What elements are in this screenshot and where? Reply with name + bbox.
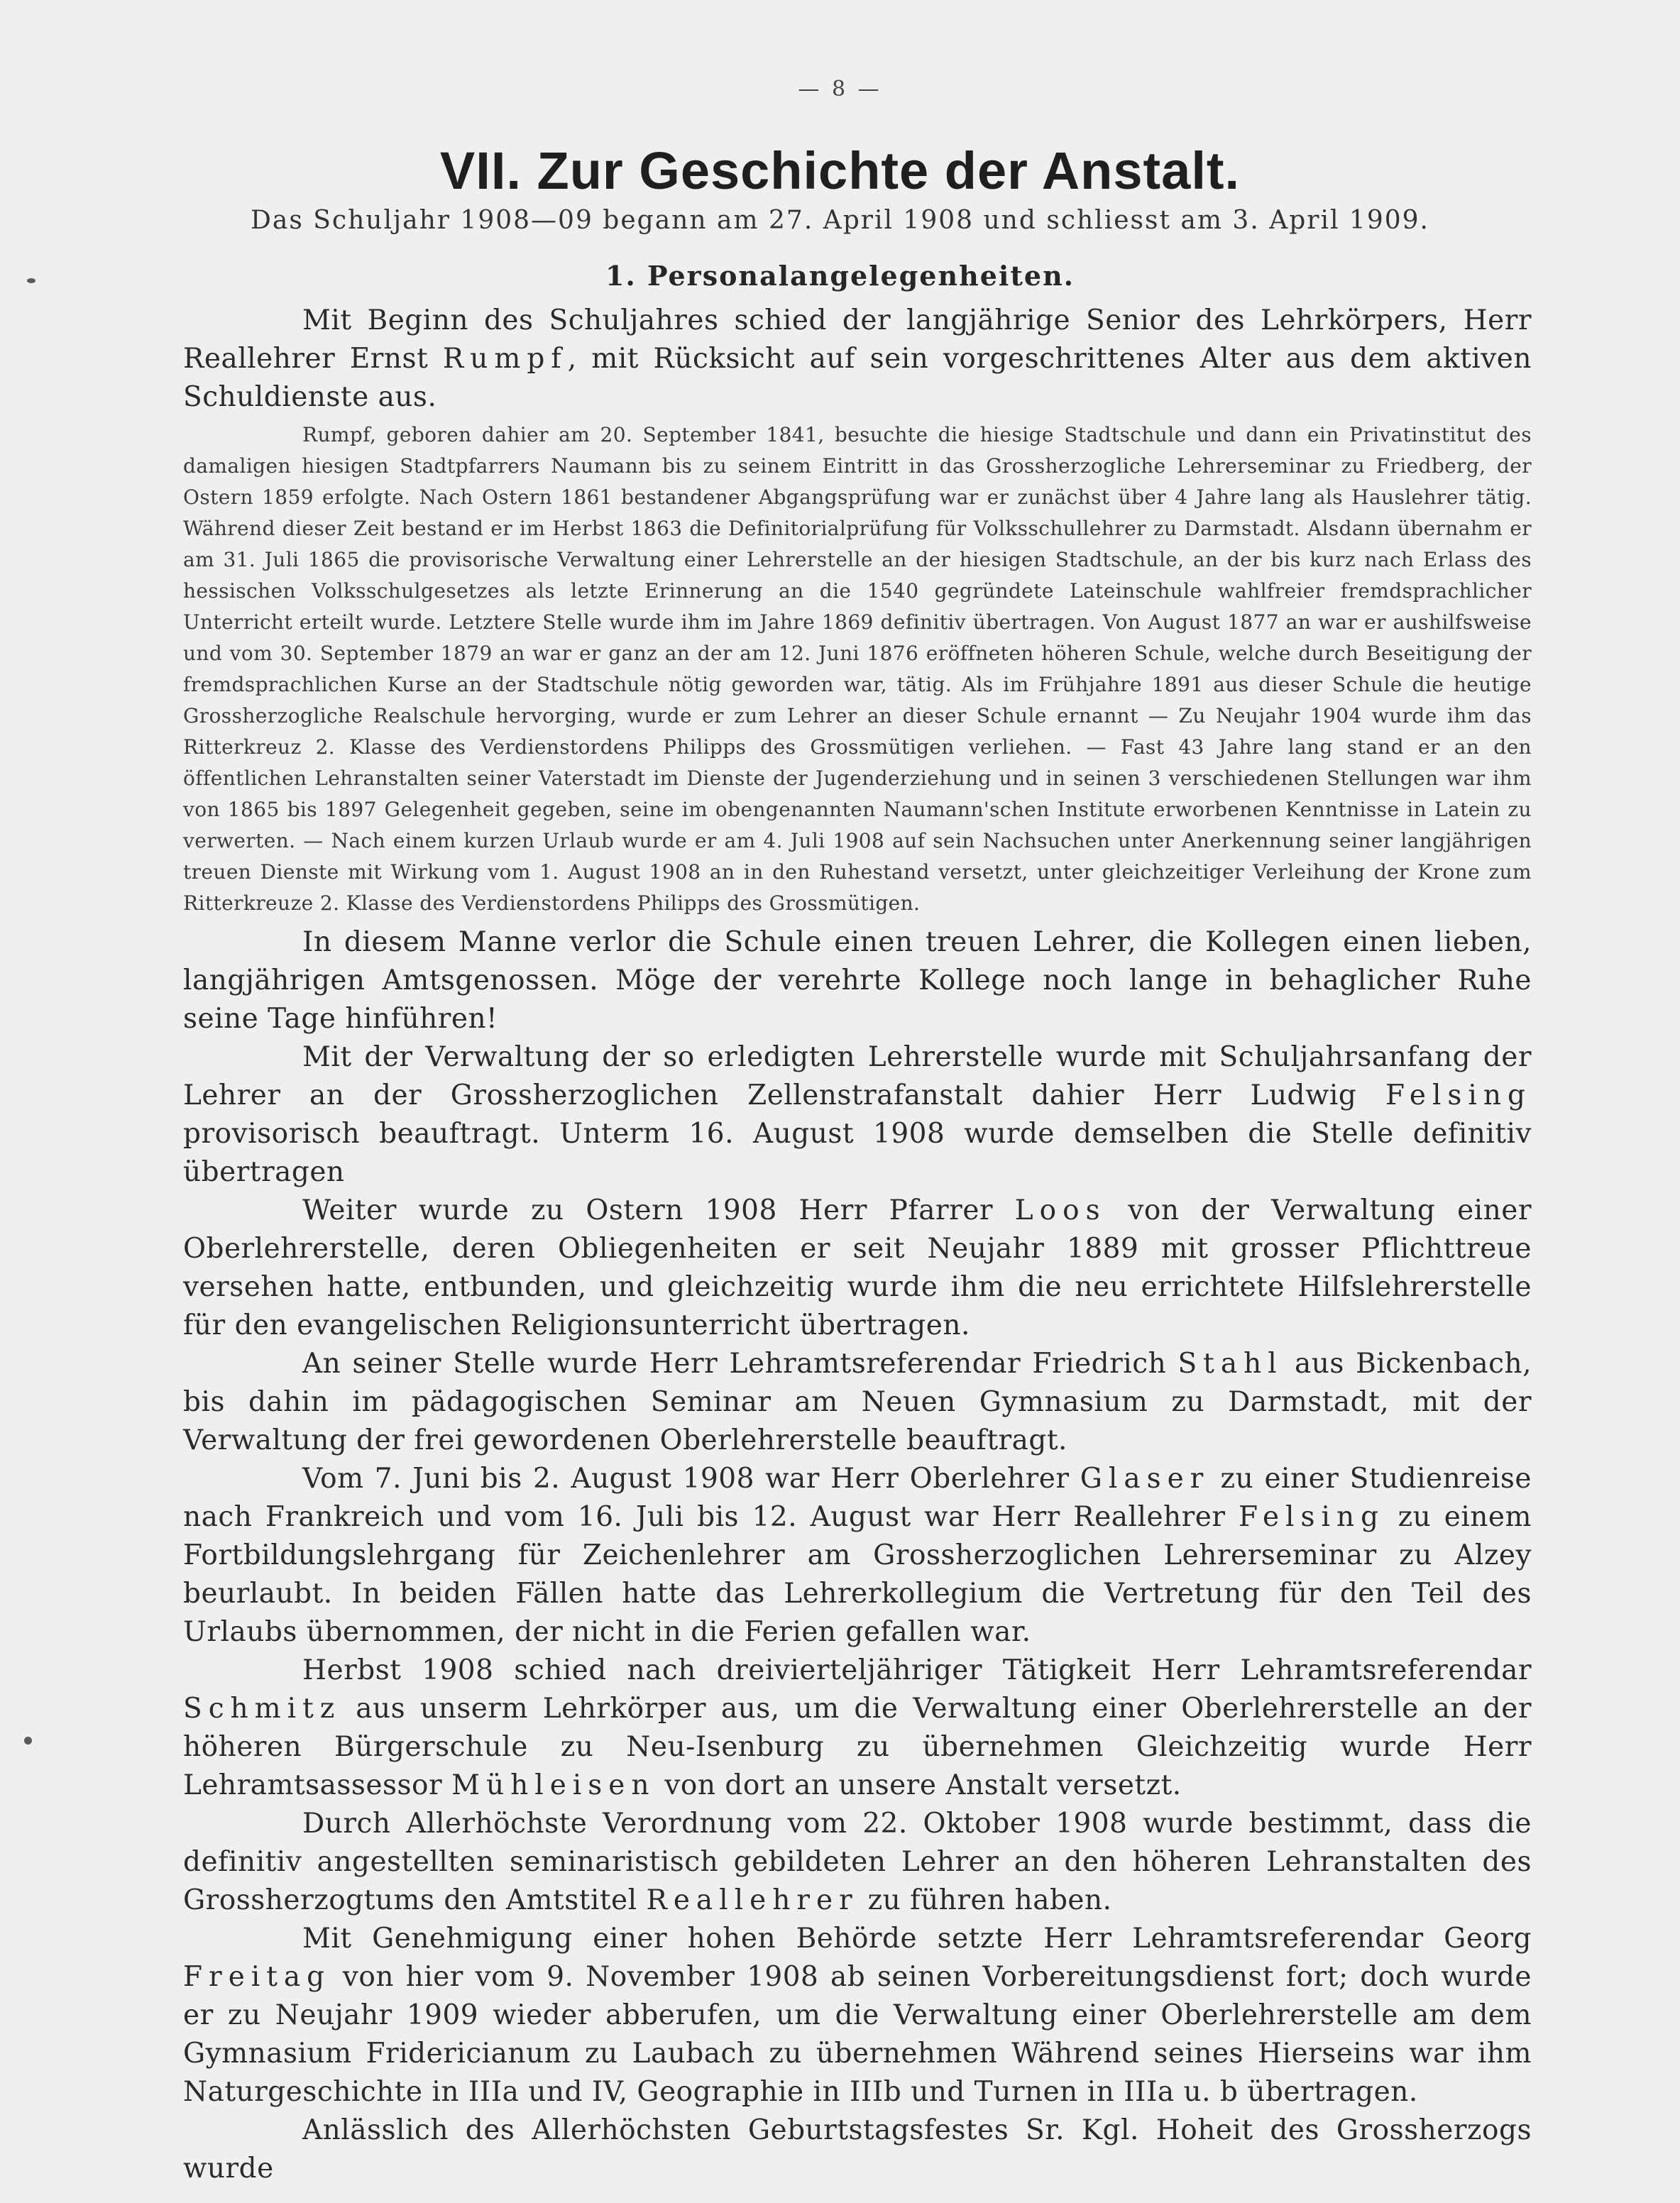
paragraph-rumpf-retirement [183,302,1532,417]
paragraph-tribute: In diesem Manne verlor die Schule einen treuen Lehrer, die Kollegen einen lieben, langjährigen Amtsgenossen. Möge der verehrte Kollege noch lange in behaglicher Ruhe seine Tage hinführen! [183,926,1532,1035]
spaced-name: Felsing [1239,1501,1385,1533]
text-run: aus Bickenbach, bis dahin im pädagogischen Seminar am Neuen Gymnasium zu Darmstadt, mit der Verwaltung der frei gewordenen Oberlehrerstelle beauftragt. [183,1348,1532,1456]
scan-speck [27,278,35,283]
text-run: Weiter wurde zu Ostern 1908 Herr Pfarrer [302,1194,1015,1226]
paragraph-title-reallehrer [183,1805,1532,1920]
text-run: An seiner Stelle wurde Herr Lehramtsreferendar Friedrich [302,1348,1178,1380]
biography-paragraph: Rumpf, geboren dahier am 20. September 1841, besuchte die hiesige Stadtschule und dann ein Privatinstitut des damaligen hiesigen Stadtpfarrers Naumann bis zu seinem Eintritt in das Grossherzogliche Lehrerseminar zu Friedberg, der Ostern 1859 erfolgte. Nach Ostern 1861 bestandener Abgangsprüfung war er zunächst über 4 Jahre lang als Hauslehrer tätig. Während dieser Zeit bestand er im Herbst 1863 die Definitorialprüfung für Volksschullehrer zu Darmstadt. Alsdann übernahm er am 31. Juli 1865 die provisorische Verwaltung einer Lehrerstelle an der hiesigen Stadtschule, an der bis kurz nach Erlass des hessischen Volksschulgesetzes als letzte Erinnerung an die 1540 gegründete Lateinschule wahlfreier fremdsprachlicher Unterricht erteilt wurde. Letztere Stelle wurde ihm im Jahre 1869 definitiv übertragen. Von August 1877 an war er aushilfsweise und vom 30. September 1879 an war er ganz an der am 12. Juni 1876 eröffneten höheren Schule, welche durch Beseitigung der fremdsprachlichen Kurse an der Stadtschule nötig geworden war, tätig. Als im Frühjahre 1891 aus dieser Schule die heutige Grossherzogliche Realschule hervorging, wurde er zum Lehrer an dieser Schule ernannt — Zu Neujahr 1904 wurde ihm das Ritterkreuz 2. Klasse des Verdienstordens Philipps des Grossmütigen verliehen. — Fast 43 Jahre lang stand er an den öffentlichen Lehranstalten seiner Vaterstadt im Dienste der Jugenderziehung und in seinen 3 verschiedenen Stellungen war ihm von 1865 bis 1897 Gelegenheit gegeben, seine im obengenannten Naumann'schen Institute erworbenen Kenntnisse in Latein zu verwerten. — Nach einem kurzen Urlaub wurde er am 4. Juli 1908 auf sein Nachsuchen unter Anerkennung seiner langjährigen treuen Dienste mit Wirkung vom 1. August 1908 an in den Ruhestand versetzt, unter gleichzeitiger Verleihung der Krone zum Ritterkreuze 2. Klasse des Verdienstordens Philipps des Grossmütigen. [183,423,1532,915]
paragraph-schmitz [183,1652,1532,1805]
text-run: zu einem Fortbildungslehrgang für Zeichenlehrer am Grossherzoglichen Lehrerseminar zu Alzey beurlaubt. In beiden Fällen hatte das Lehrerkollegium die Vertretung für den Teil des Urlaubs übernommen, der nicht in die Ferien gefallen war. [183,1501,1532,1648]
page-number: — 8 — [798,77,882,101]
text-run: Durch Allerhöchste Verordnung vom 22. Oktober 1908 wurde bestimmt, dass die definitiv angestellten seminaristisch gebildeten Lehrer an den höheren Lehranstalten des Grossherzogtums den Amtstitel [183,1808,1532,1916]
paragraph-freitag [183,1920,1532,2111]
chapter-title: VII. Zur Geschichte der Anstalt. [439,141,1241,200]
spaced-name: Stahl [1177,1348,1283,1380]
text-run: von der Verwaltung einer Oberlehrerstelle, deren Obliegenheiten er seit Neujahr 1889 mit grosser Pflichttreue versehen hatte, entbunden, und gleichzeitig wurde ihm die neu errichtete Hilfslehrerstelle für den evangelischen Religionsunterricht übertragen. [183,1194,1532,1341]
paragraph-stahl [183,1345,1532,1460]
text-run: , mit Rücksicht auf sein vorgeschrittenes Alter aus dem aktiven Schuldienste aus. [183,343,1532,413]
spaced-name: Loos [1014,1194,1107,1226]
text-run: Mit Genehmigung einer hohen Behörde setzte Herr Lehramtsreferendar Georg [302,1923,1532,1955]
spaced-name: Mühleisen [451,1769,656,1801]
spaced-name: Freitag [183,1961,331,1993]
paragraph-leave [183,1460,1532,1652]
text-run: Vom 7. Juni bis 2. August 1908 war Herr Oberlehrer [302,1463,1080,1495]
spaced-name: Felsing [1385,1079,1532,1111]
text-run: Mit der Verwaltung der so erledigten Lehrerstelle wurde mit Schuljahrsanfang der Lehrer an der Grossherzoglichen Zellenstrafanstalt dahier Herr Ludwig [183,1041,1532,1111]
paragraph-felsing [183,1038,1532,1192]
text-run: von dort an unsere Anstalt versetzt. [655,1769,1182,1801]
text-run: Mit Beginn des Schuljahres schied der langjährige Senior des Lehrkörpers, Herr Reallehrer Ernst [183,304,1532,375]
body-text [183,302,1532,2188]
school-year-line: Das Schuljahr 1908—09 begann am 27. April 1908 und schliesst am 3. April 1909. [251,206,1429,235]
text-run: zu führen haben. [858,1884,1112,1916]
spaced-name: Glaser [1080,1463,1210,1495]
text-run: aus unserm Lehrkörper aus, um die Verwaltung einer Oberlehrerstelle an der höheren Bürgerschule zu Neu-Isenburg zu übernehmen Gleichzeitig wurde Herr Lehramtsassessor [183,1693,1532,1801]
text-run: Herbst 1908 schied nach dreivierteljähriger Tätigkeit Herr Lehramtsreferendar [302,1654,1532,1686]
paragraph-birthday: Anlässlich des Allerhöchsten Geburtstagsfestes Sr. Kgl. Hoheit des Grossherzogs wurde [183,2114,1532,2185]
text-run: von hier vom 9. November 1908 ab seinen Vorbereitungsdienst fort; doch wurde er zu Neujahr 1909 wieder abberufen, um die Verwaltung einer Oberlehrerstelle am dem Gymnasium Fridericianum zu Laubach zu übernehmen Während seines Hierseins war ihm Naturgeschichte in IIIa und IV, Geographie in IIIb und Turnen in IIIa u. b übertragen. [183,1961,1532,2108]
spaced-name: Rumpf [442,343,568,375]
section-heading: 1. Personalangelegenheiten. [605,260,1075,292]
paragraph-loos [183,1192,1532,1345]
spaced-name: Schmitz [183,1693,341,1725]
text-run: provisorisch beauftragt. Unterm 16. August 1908 wurde demselben die Stelle definitiv übertragen [183,1118,1532,1188]
spaced-title: Reallehrer [646,1884,859,1916]
text-run: zu einer Studienreise nach Frankreich und vom 16. Juli bis 12. August war Herr Reallehrer [183,1463,1532,1533]
scan-speck [24,1737,32,1745]
